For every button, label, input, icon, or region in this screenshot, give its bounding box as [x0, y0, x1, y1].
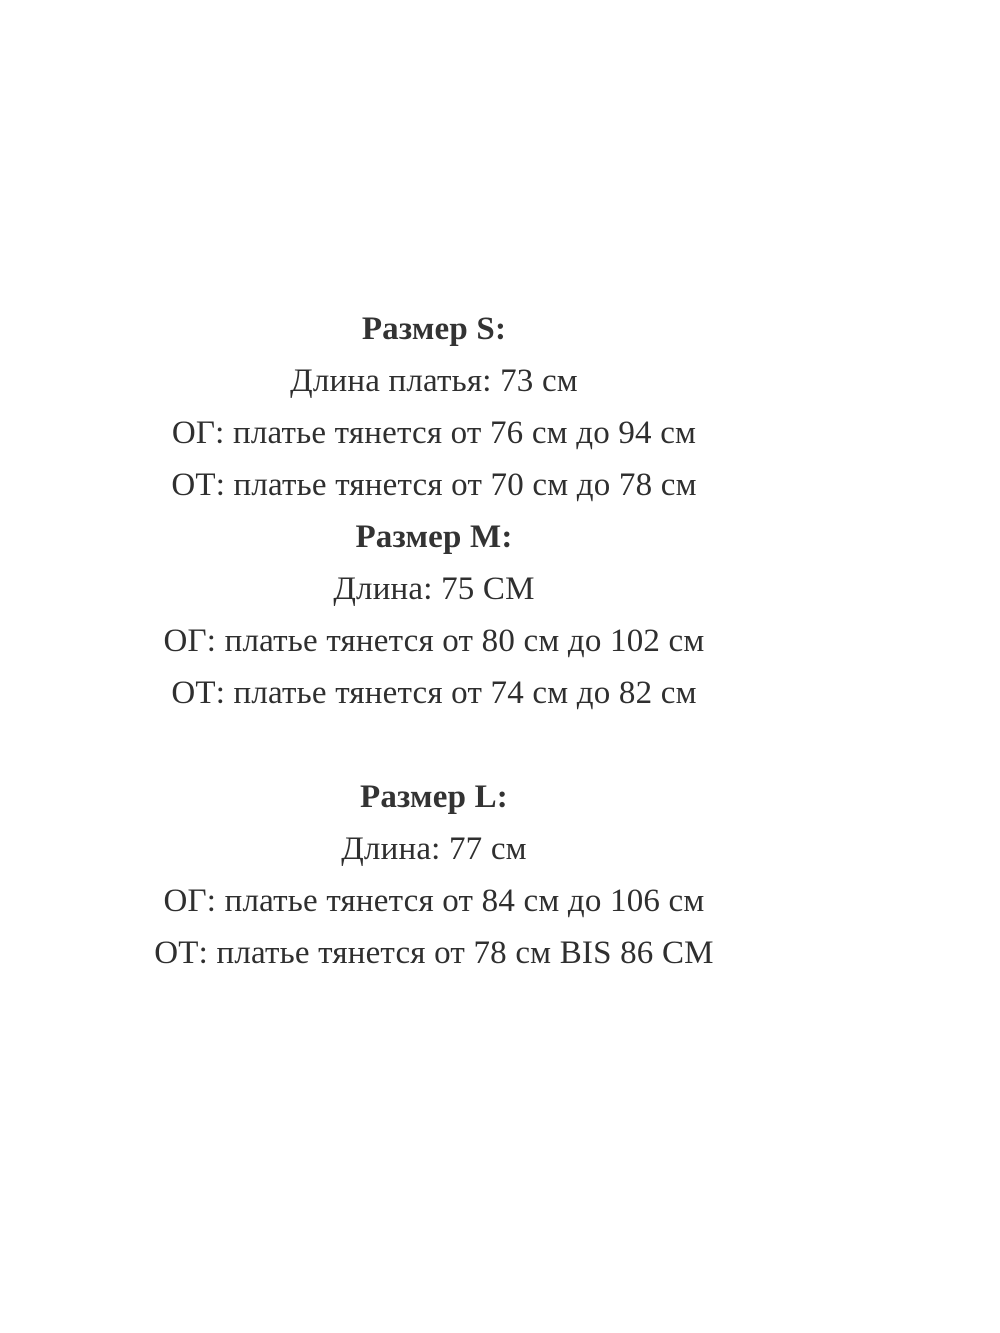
size-m-waist: ОТ: платье тянется от 74 см до 82 см	[171, 675, 697, 711]
size-l-heading: Размер L:	[360, 779, 508, 815]
size-l-bust: ОГ: платье тянется от 84 см до 106 см	[163, 883, 705, 919]
size-l-waist: ОТ: платье тянется от 78 см BIS 86 СМ	[154, 935, 714, 971]
size-m-bust: ОГ: платье тянется от 80 см до 102 см	[163, 623, 705, 659]
size-m-length: Длина: 75 СМ	[333, 571, 535, 607]
size-s-length: Длина платья: 73 см	[290, 363, 578, 399]
size-m-heading: Размер M:	[355, 519, 513, 555]
size-l-length: Длина: 77 см	[341, 831, 527, 867]
size-s-bust: ОГ: платье тянется от 76 см до 94 см	[171, 415, 697, 451]
size-s-waist: ОТ: платье тянется от 70 см до 78 см	[171, 467, 697, 503]
size-s-heading: Размер S:	[361, 311, 507, 347]
